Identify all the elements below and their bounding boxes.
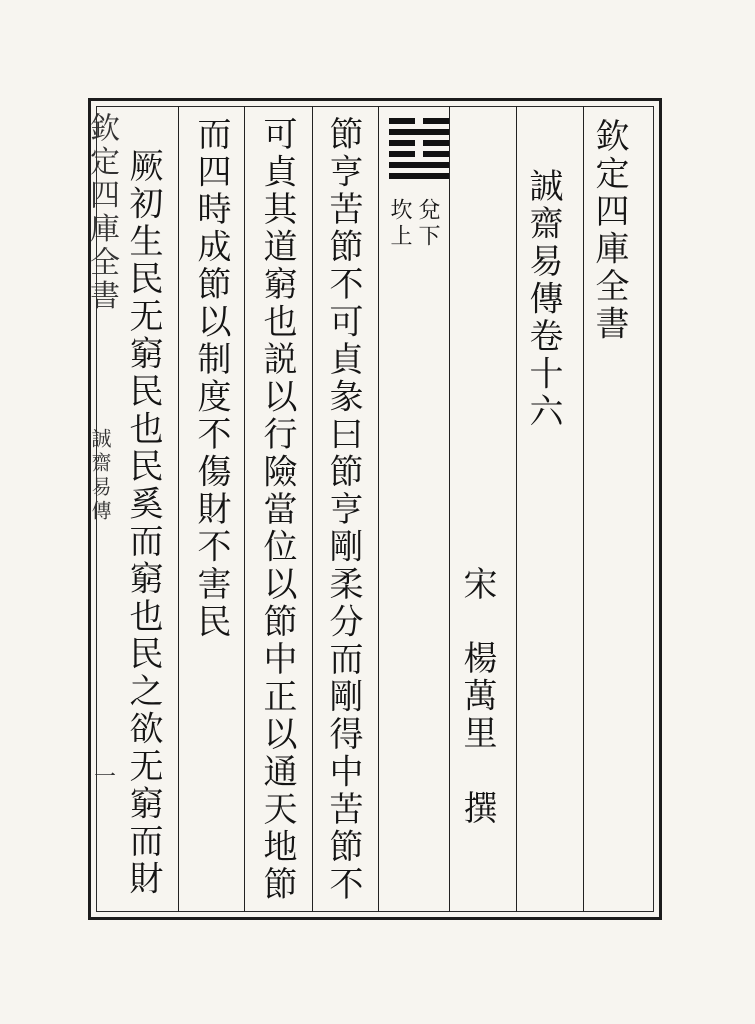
margin-page-number: 一: [94, 765, 117, 790]
page-inner-border: [96, 106, 654, 912]
margin-book-name: 誠齋易傳: [88, 428, 112, 524]
author-dynasty: 宋: [457, 566, 497, 604]
text-column: 厥初生民无窮民也民奚而窮也民之欲无窮而財: [123, 148, 163, 898]
column-rule: [583, 106, 584, 912]
column-rule: [378, 106, 379, 912]
hexagram-line: [389, 129, 449, 135]
hexagram-line: [389, 118, 449, 124]
hexagram-line: [389, 151, 449, 157]
column-rule: [178, 106, 179, 912]
collection-title: 欽定四庫全書: [589, 118, 629, 343]
hexagram-symbol: [389, 118, 449, 184]
hexagram-lower-label: 坎上: [387, 198, 412, 250]
author-name: 楊萬里: [457, 640, 497, 753]
text-column: 而四時成節以制度不傷財不害民: [191, 116, 231, 641]
column-rule: [516, 106, 517, 912]
hexagram-line: [389, 162, 449, 168]
volume-title: 誠齋易傳卷十六: [523, 168, 563, 431]
text-column: 可貞其道窮也説以行險當位以節中正以通天地節: [257, 116, 297, 904]
margin-title: 欽定四庫全書: [84, 112, 119, 313]
text-column: 節亨苦節不可貞彖曰節亨剛柔分而剛得中苦節不: [323, 116, 363, 904]
column-rule: [244, 106, 245, 912]
author-role: 撰: [457, 790, 497, 828]
column-rule: [312, 106, 313, 912]
hexagram-line: [389, 140, 449, 146]
hexagram-upper-label: 兌下: [415, 198, 440, 250]
hexagram-line: [389, 173, 449, 179]
column-rule: [449, 106, 450, 912]
